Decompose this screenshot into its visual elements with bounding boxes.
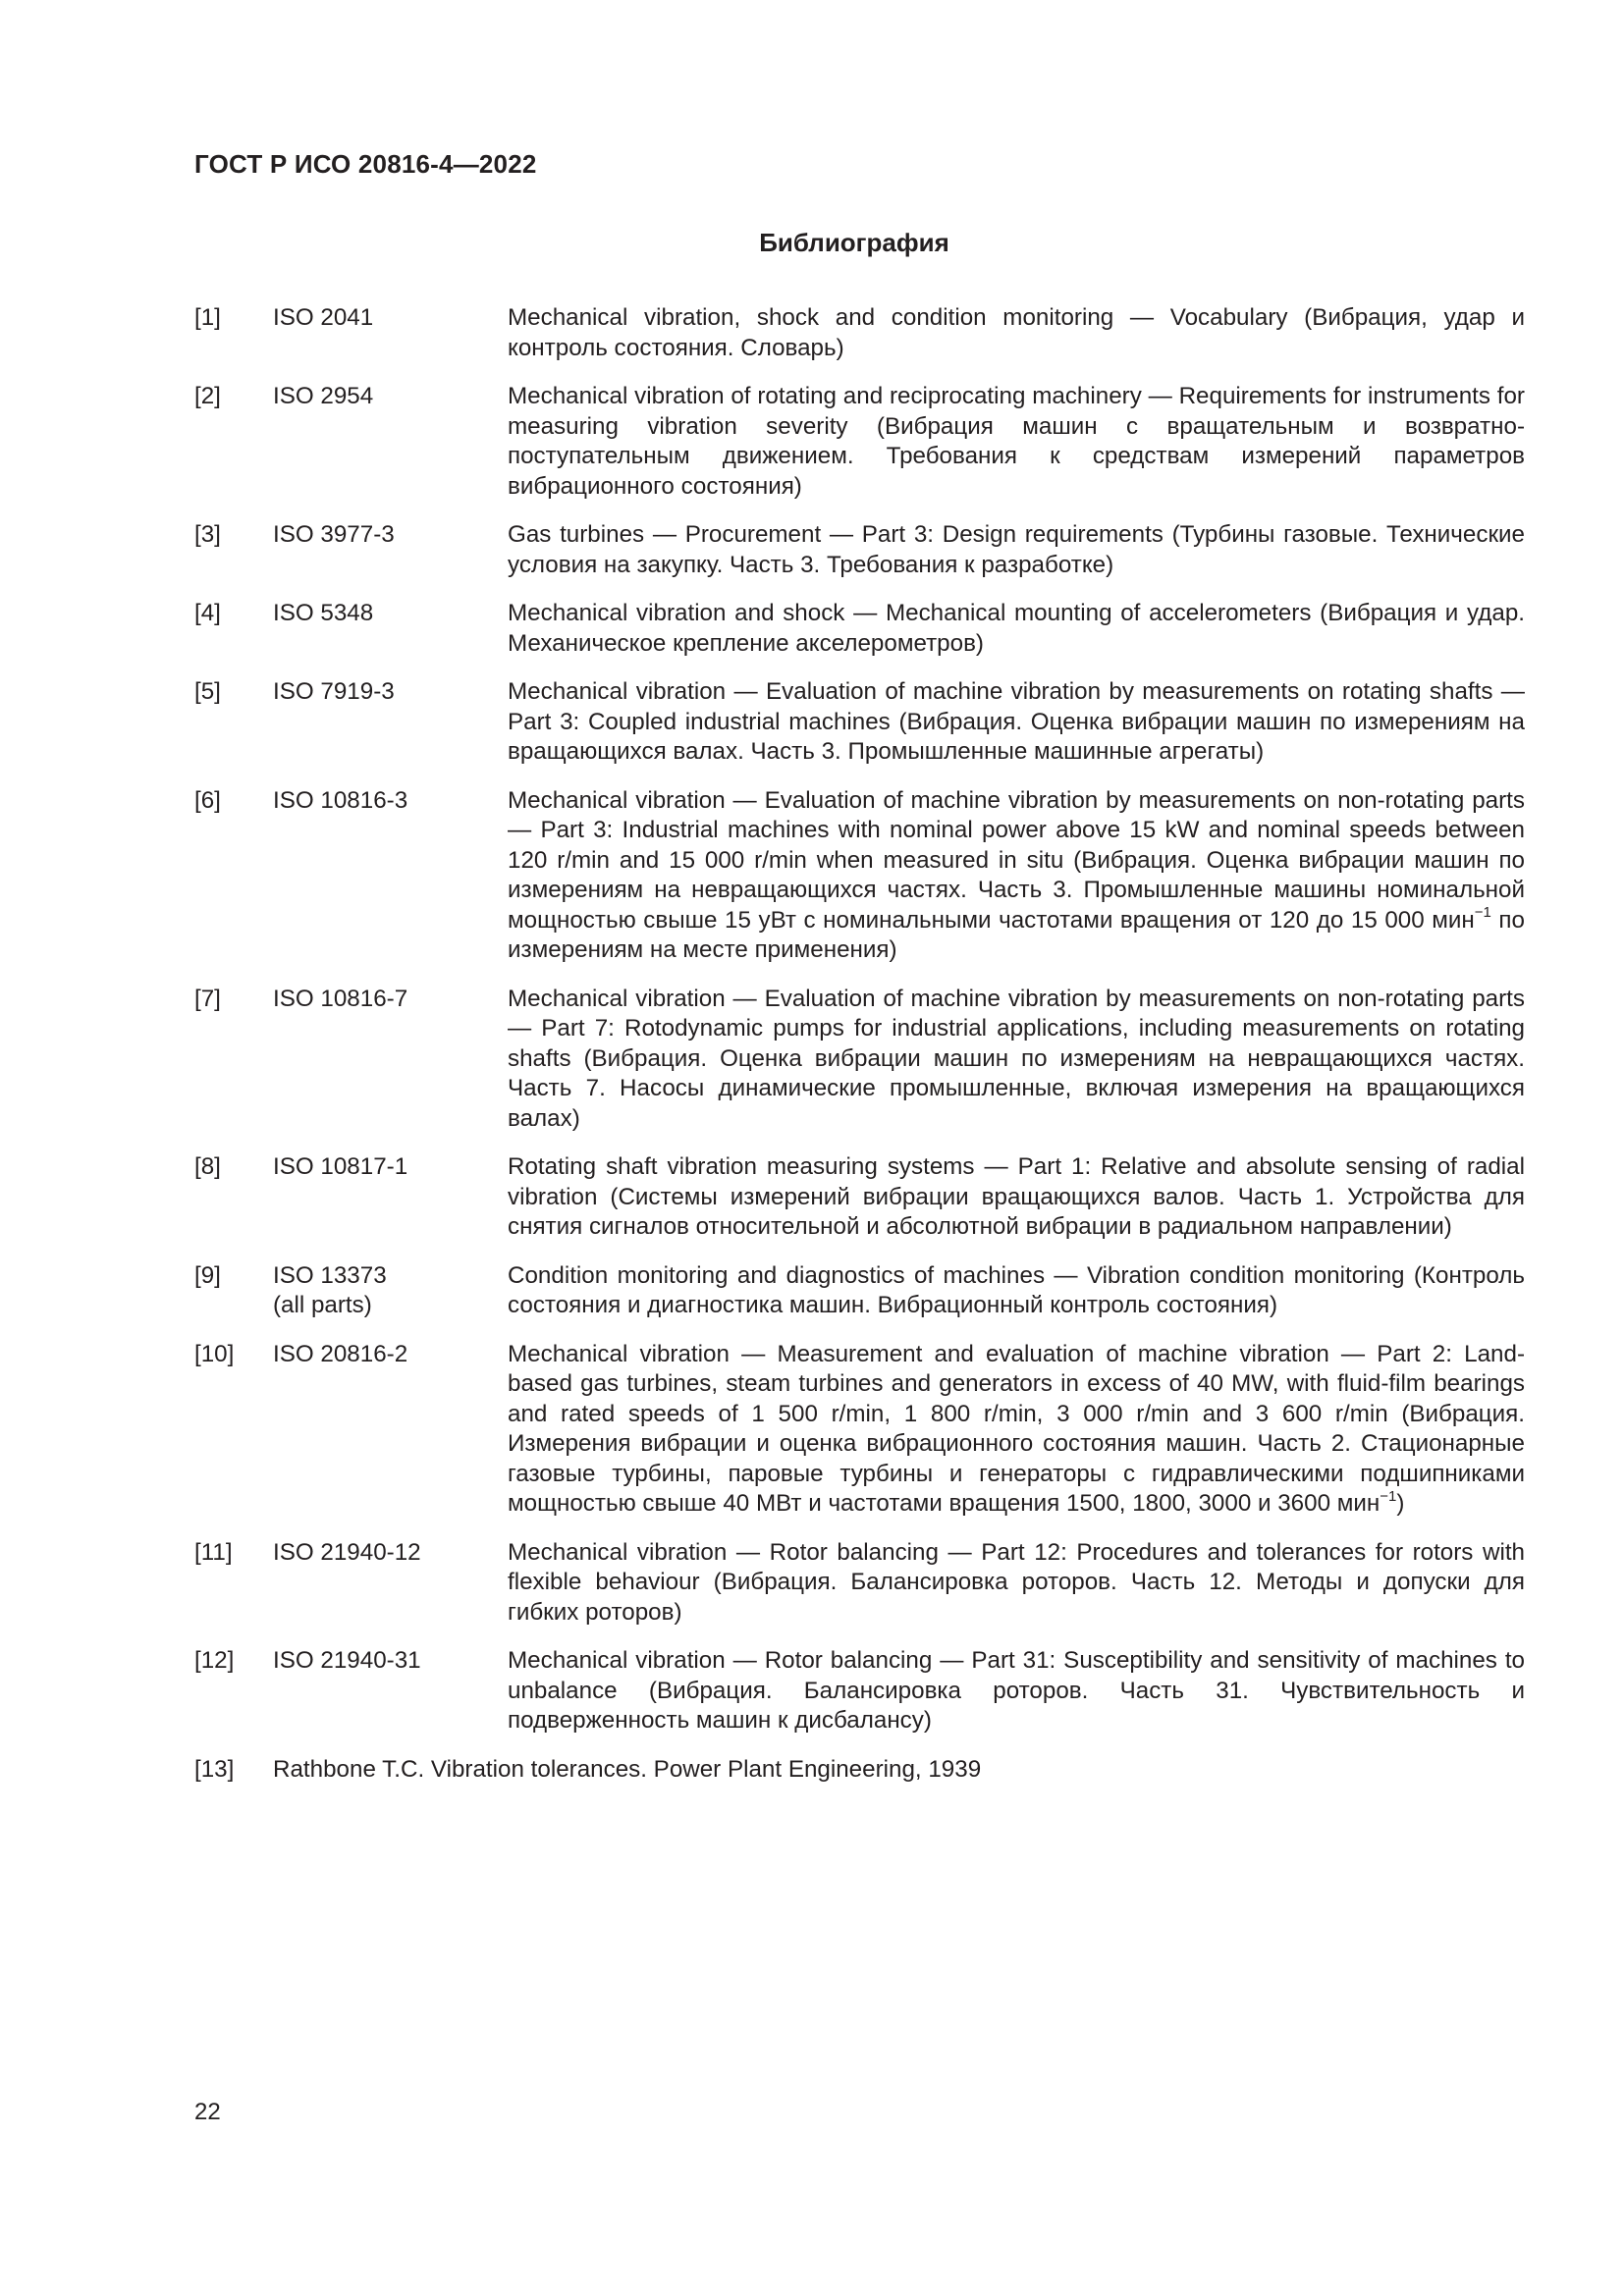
bibliography-entry xyxy=(194,382,1525,502)
entry-code: ISO 3977-3 xyxy=(273,521,395,548)
section-title: Библиография xyxy=(759,228,949,257)
entry-text: Rotating shaft vibration measuring systems — Part 1: Relative and absolute sensing of radial vibration (Системы измерений вибрации вращающихся валов. Часть 1. Устройства для снятия сигналов относительной и абсолютной вибрации в радиальном направлении) xyxy=(508,1153,1525,1240)
entry-number: [6] xyxy=(194,786,221,814)
entry-number: [4] xyxy=(194,600,221,626)
entry-text: Mechanical vibration and shock — Mechanical mounting of accelerometers (Вибрация и удар. Механическое крепление акселерометров) xyxy=(508,600,1525,657)
document-header: ГОСТ Р ИСО 20816-4—2022 xyxy=(194,149,537,179)
entry-number: [13] xyxy=(194,1755,235,1783)
bibliography-entry xyxy=(194,303,1525,363)
entry-text: Mechanical vibration — Evaluation of machine vibration by measurements on non-rotating parts — Part 7: Rotodynamic pumps for industrial applications, including measurements on rotating shafts (Вибрация. Оценка вибрации машин по измерениям на невращающихся частях. Часть 7. Насосы динамические промышленные, включая измерения на вращающихся валах) xyxy=(508,985,1525,1132)
entry-text: Mechanical vibration — Evaluation of machine vibration by measurements on non-rotating parts — Part 3: Industrial machines with nominal power above 15 kW and nominal speeds between 120 r/min and 15 000 r/min when measured in situ (Вибрация. Оценка вибрации машин по измерениям на невращающихся частях. Часть 3. Промышленные машины номинальной мощностью свыше 15 уВт с номинальными частотами вращения от 120 до 15 000 мин$^{-1}$ по измерениям на месте применения) xyxy=(508,786,1525,963)
entry-number: [1] xyxy=(194,304,221,331)
entry-number: [3] xyxy=(194,521,221,548)
entry-code: ISO 20816-2 xyxy=(273,1340,408,1367)
entry-number: [8] xyxy=(194,1153,221,1180)
bibliography-entry xyxy=(194,1755,1525,1786)
superscript: −1 xyxy=(1380,1487,1397,1505)
entry-text: Mechanical vibration, shock and condition monitoring — Vocabulary (Вибрация, удар и контроль состояния. Словарь) xyxy=(508,304,1525,361)
entry-text: Gas turbines — Procurement — Part 3: Design requirements (Турбины газовые. Технические условия на закупку. Часть 3. Требования к разработке) xyxy=(508,521,1525,578)
bibliography-entry xyxy=(194,1261,1525,1321)
bibliography-entry xyxy=(194,1152,1525,1243)
entry-text: Condition monitoring and diagnostics of machines — Vibration condition monitoring (Контроль состояния и диагностика машин. Вибрационный контроль состояния) xyxy=(508,1261,1525,1318)
bibliography-entry xyxy=(194,520,1525,580)
bibliography-entry xyxy=(194,1538,1525,1629)
entry-code: ISO 10817-1 xyxy=(273,1153,408,1180)
entry-code: ISO 7919-3 xyxy=(273,678,395,705)
bibliography-entry xyxy=(194,599,1525,659)
entry-code: ISO 13373 (all parts) xyxy=(273,1261,387,1318)
entry-number: [7] xyxy=(194,985,221,1012)
entry-code: ISO 2954 xyxy=(273,383,374,409)
entry-number: [12] xyxy=(194,1647,235,1674)
bibliography-entry xyxy=(194,985,1525,1135)
entry-text: Mechanical vibration — Rotor balancing — Part 31: Susceptibility and sensitivity of machines to unbalance (Вибрация. Балансировка роторов. Часть 31. Чувствительность и подверженность машин к дисбалансу) xyxy=(508,1647,1525,1734)
entry-text: Mechanical vibration — Measurement and evaluation of machine vibration — Part 2: Land-based gas turbines, steam turbines and generators in excess of 40 MW, with fluid-film bearings and rated speeds of 1 500 r/min, 1 800 r/min, 3 000 r/min and 3 600 r/min (Вибрация. Измерения вибрации и оценка вибрационного состояния машин. Часть 2. Стационарные газовые турбины, паровые турбины и генераторы с гидравлическими подшипниками мощностью свыше 40 МВт и частотами вращения 1500, 1800, 3000 и 3600 мин$^{-1}$) xyxy=(508,1340,1525,1517)
bibliography-entry xyxy=(194,1340,1525,1520)
entry-text: Mechanical vibration — Rotor balancing — Part 12: Procedures and tolerances for rotors with flexible behaviour (Вибрация. Балансировка роторов. Часть 12. Методы и допуски для гибких роторов) xyxy=(508,1538,1525,1626)
bibliography-entry xyxy=(194,786,1525,966)
entry-code: ISO 2041 xyxy=(273,304,374,331)
bibliography-list xyxy=(194,303,1525,1803)
entry-code: ISO 10816-3 xyxy=(273,786,408,814)
page-number: 22 xyxy=(194,2099,221,2125)
entry-text: Rathbone T.C. Vibration tolerances. Power Plant Engineering, 1939 xyxy=(273,1755,982,1783)
entry-code: ISO 21940-12 xyxy=(273,1538,421,1566)
entry-code: ISO 21940-31 xyxy=(273,1647,421,1674)
entry-code: ISO 10816-7 xyxy=(273,985,408,1012)
entry-number: [9] xyxy=(194,1261,221,1289)
bibliography-entry xyxy=(194,677,1525,768)
bibliography-entry xyxy=(194,1646,1525,1736)
superscript: −1 xyxy=(1474,904,1491,922)
entry-number: [10] xyxy=(194,1340,235,1367)
entry-text: Mechanical vibration of rotating and reciprocating machinery — Requirements for instruments for measuring vibration severity (Вибрация машин с вращательным и возвратно-поступательным движением. Требования к средствам измерений параметров вибрационного состояния) xyxy=(508,383,1525,500)
entry-number: [5] xyxy=(194,678,221,705)
entry-text: Mechanical vibration — Evaluation of machine vibration by measurements on rotating shafts — Part 3: Coupled industrial machines (Вибрация. Оценка вибрации машин по измерениям на вращающихся валах. Часть 3. Промышленные машинные агрегаты) xyxy=(508,678,1525,765)
entry-number: [11] xyxy=(194,1538,233,1566)
entry-number: [2] xyxy=(194,383,221,409)
entry-code: ISO 5348 xyxy=(273,600,374,626)
